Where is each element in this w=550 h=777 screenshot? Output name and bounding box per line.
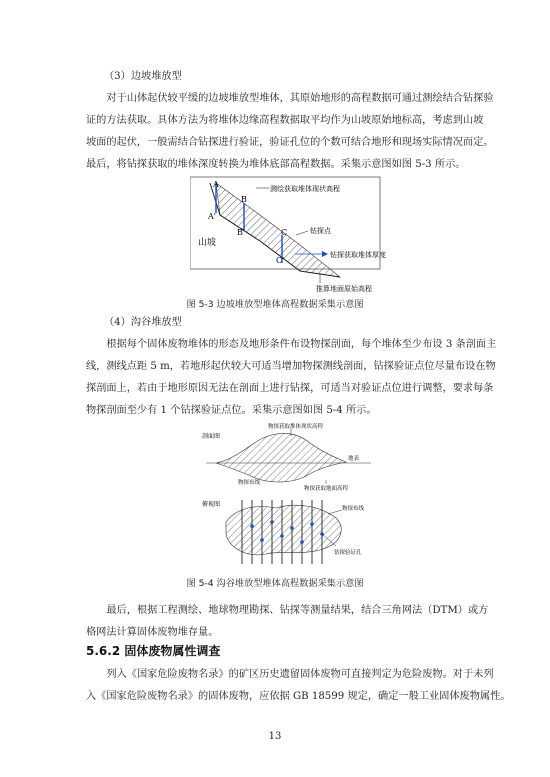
label-original-ground: 推算地面原始高程 [316,285,372,293]
label-ground: 地表 [348,456,360,462]
section-3-paragraph [86,88,494,176]
section-5-6-2-title: 5.6.2 固体废物属性调查 [86,644,221,658]
paragraph-line: 根据每个固体废物堆体的形态及地形条件布设物探剖面，每个堆体至少布设 3 条剖面主 [106,339,497,350]
paragraph-line: 线，测线点距 5 m，若地形起伏较大可适当增加物探测线剖面，钻探验证点位尽量布设在物 [86,361,496,372]
paragraph-line: 入《国家危险废物名录》的固体废物，应依据 GB 18599 规定，确定一般工业固体废物属性。 [86,691,511,702]
section-4-paragraph [86,334,497,422]
label-a-prime: A' [208,212,216,221]
paragraph-line: 最后，将钻探获取的堆体深度转换为堆体底部高程数据。采集示意图如图 5-3 所示。 [86,159,466,170]
label-bottom: 物探获取地面高程 [304,486,349,492]
figure-5-4-caption: 图 5-4 沟谷堆放型堆体高程数据采集示意图 [186,578,364,589]
paragraph-line: 格网法计算固体废物堆存量。 [86,627,219,638]
paragraph-line: 探剖面上，若由于地形原因无法在剖面上进行钻探，可适当对验证点位进行调整，要求每条 [86,383,494,394]
label-plan-view: 俯视图 [202,501,221,508]
figure-5-3-caption: 图 5-3 边坡堆放型堆体高程数据采集示意图 [186,299,364,310]
plan-waste-body [226,505,341,555]
label-a: A [213,180,219,189]
label-plan-line: 物探布线 [342,506,365,512]
label-survey-line: 物探布线 [238,480,261,486]
label-survey: 测绘获取堆体现状高程 [270,185,340,193]
label-drill-thickness: 钻探获取堆体厚度 [330,251,386,259]
label-c-prime: C' [276,256,285,265]
section-waste-body [216,433,346,482]
section-5-6-2-paragraph [86,664,511,708]
page-number: 13 [268,731,282,742]
paragraph-line: 列入《国家危险废物名录》的矿区历史遗留固体废物可直接判定为危险废物。对于未列 [106,669,494,680]
label-b: B [241,195,247,204]
label-section-view: 剖面图 [202,433,221,440]
figure-5-3-diagram [190,175,410,295]
label-verify-hole: 钻探验证孔 [334,550,362,556]
conclusion-paragraph [86,600,489,644]
paragraph-line: 物探剖面至少有 1 个钻探验证点位。采集示意图如图 5-4 所示。 [86,405,377,416]
label-drill-point: 钻探点 [310,227,331,235]
label-b-prime: B' [237,228,246,237]
label-slope: 山坡 [198,238,217,248]
paragraph-line: 坡面的起伏，一般需结合钻探进行验证，验证孔位的个数可结合地形和现场实际情况而定。 [86,137,494,148]
paragraph-line: 对于山体起伏较平缓的边坡堆放型堆体，其原始地形的高程数据可通过测绘结合钻探验 [106,93,494,104]
label-survey-top: 物探获取堆体现状高程 [268,424,324,430]
paragraph-line: 最后，根据工程测绘、地球物理勘探、钻探等测量结果，结合三角网法（DTM）或方 [106,605,489,616]
section-4-heading: （4）沟谷堆放型 [104,317,182,328]
paragraph-line: 证的方法获取。具体方法为将堆体边缘高程数据取平均作为山坡原始地标高，考虑到山坡 [86,115,484,126]
section-3-heading: （3）边坡堆放型 [104,71,182,82]
label-c: C [281,228,288,237]
figure-5-4-diagram [196,422,376,572]
